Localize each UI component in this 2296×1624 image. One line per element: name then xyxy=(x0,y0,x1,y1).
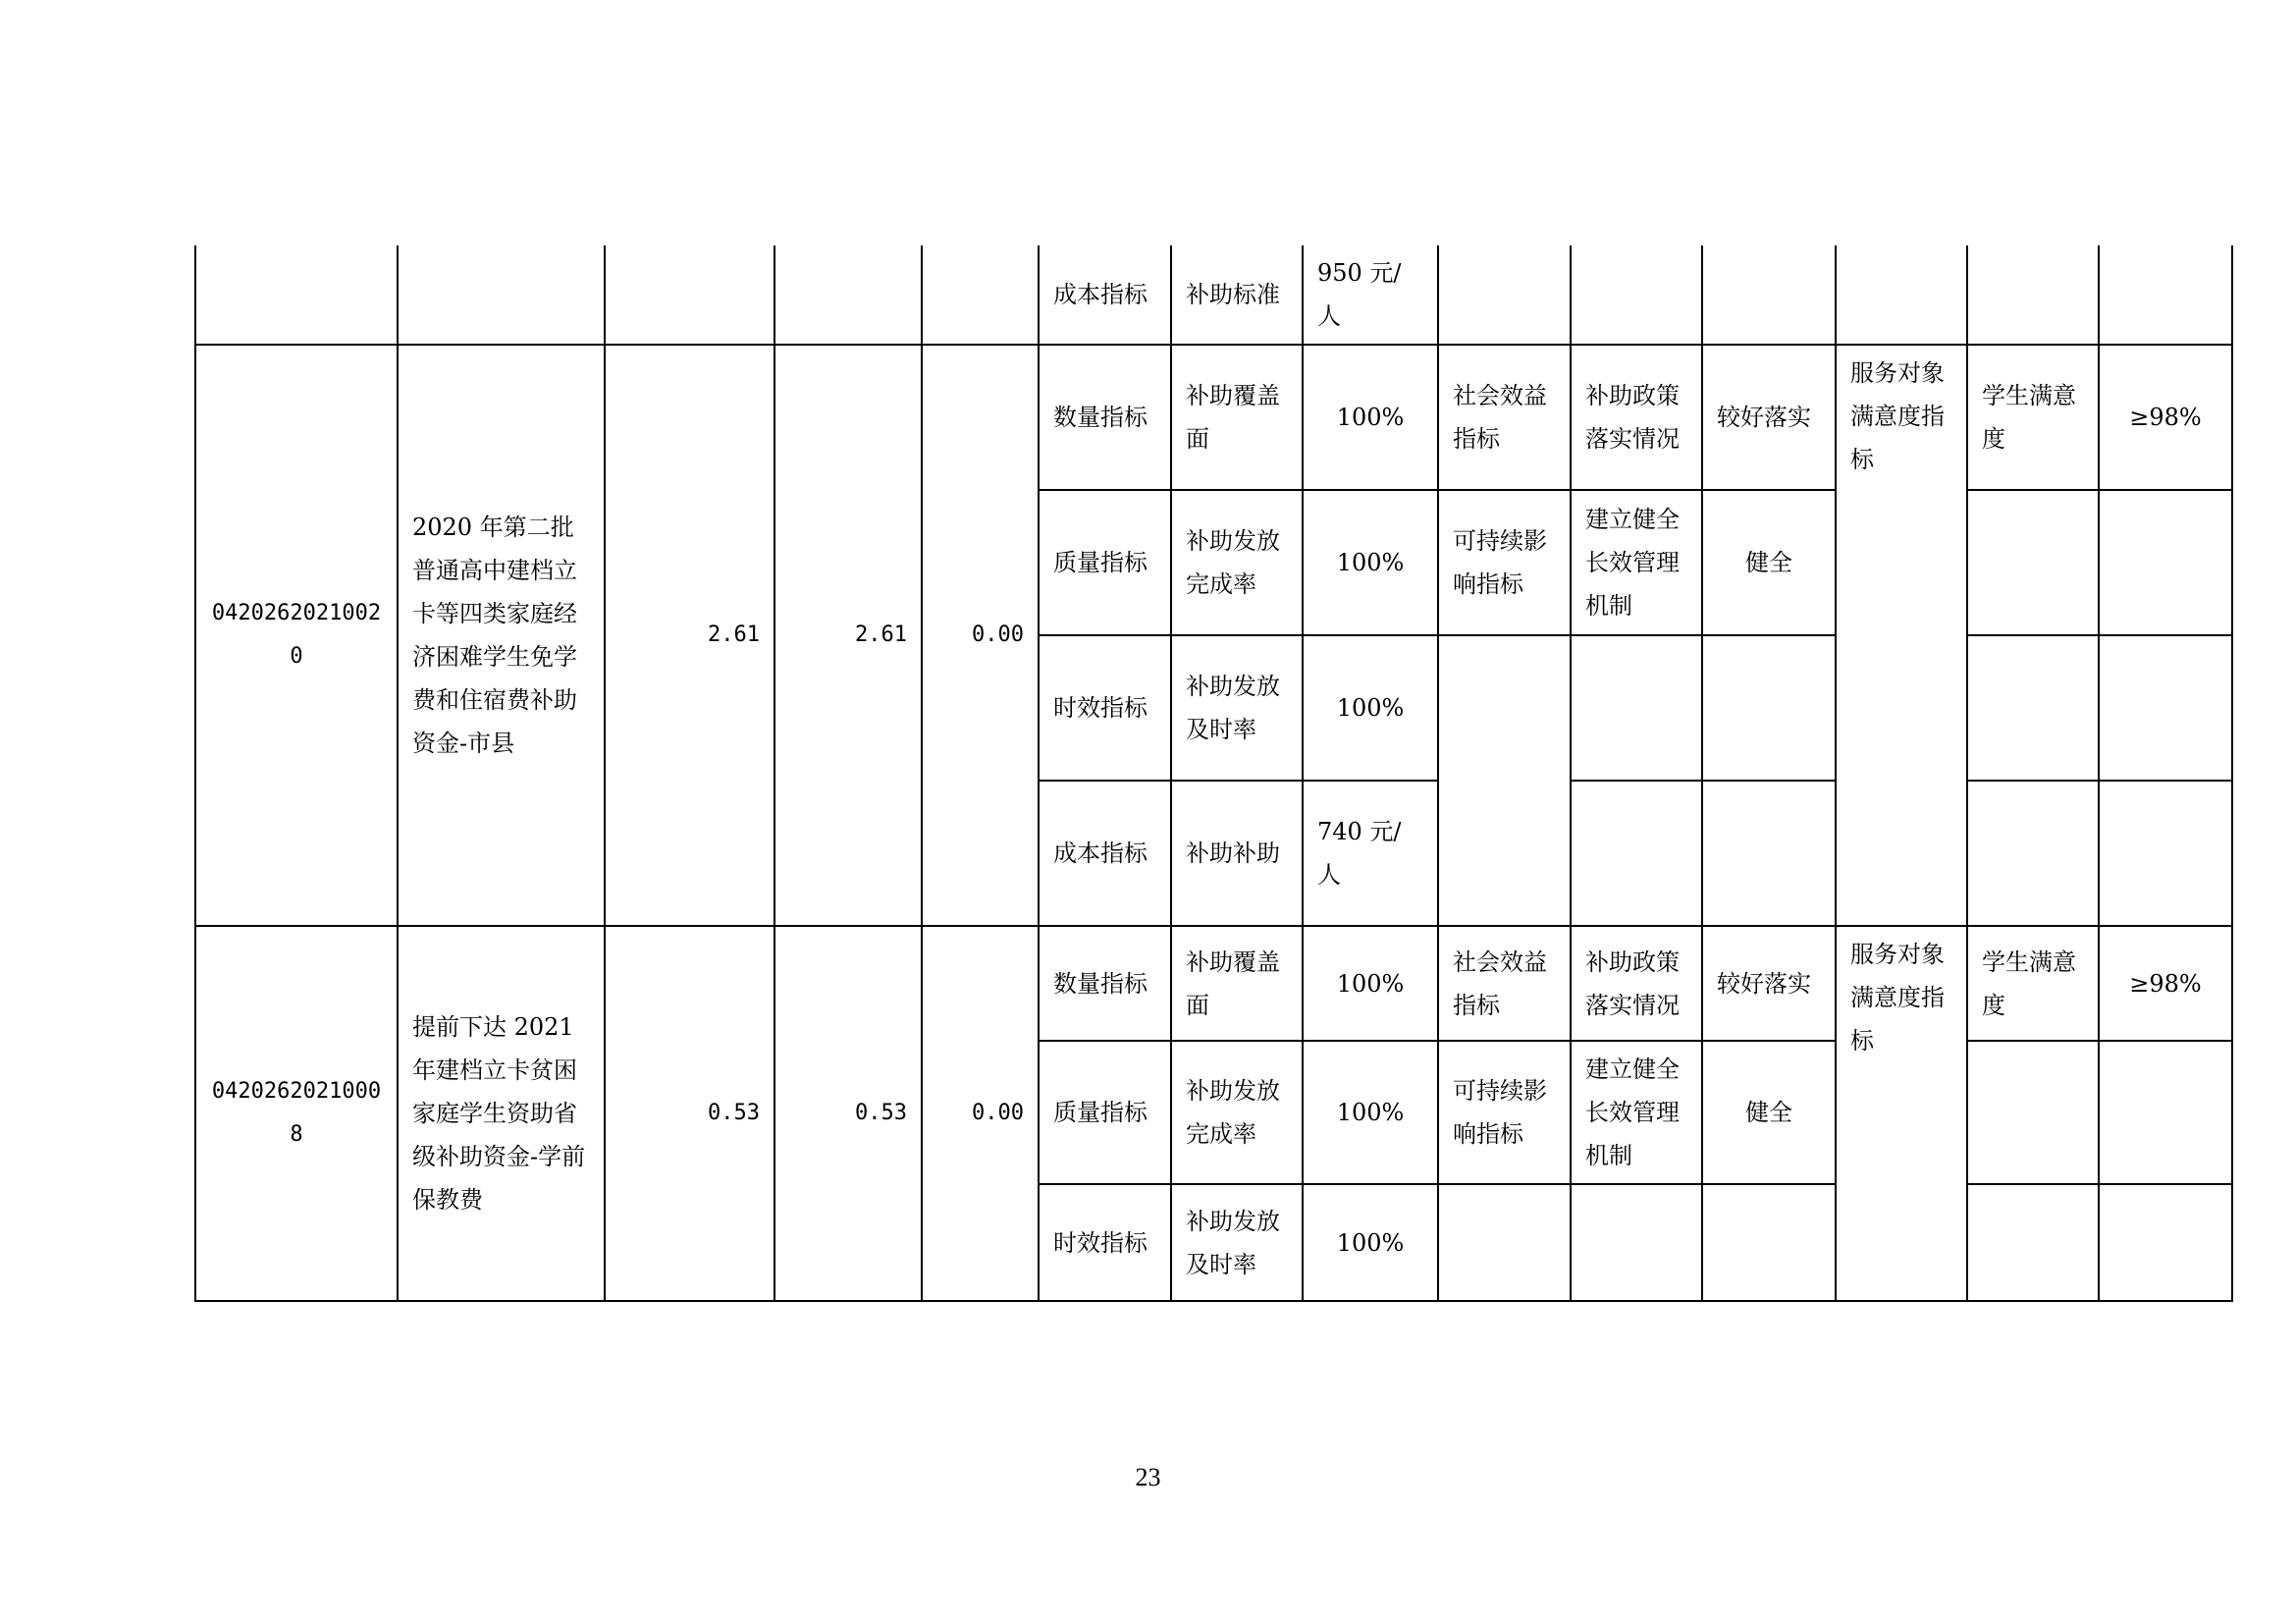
table-cell-empty xyxy=(774,245,922,345)
benefit-item-cell: 补助政策落实情况 xyxy=(1571,926,1702,1041)
table-row xyxy=(195,245,2232,345)
benefit-type-cell: 社会效益指标 xyxy=(1438,345,1571,490)
indicator-item-cell: 补助补助 xyxy=(1171,781,1303,926)
benefit-item-cell: 建立健全长效管理机制 xyxy=(1571,490,1702,635)
table-cell-empty xyxy=(1836,245,1967,345)
indicator-item-cell: 补助发放完成率 xyxy=(1171,1041,1303,1184)
indicator-type-cell: 成本指标 xyxy=(1039,245,1171,345)
project-balance-cell: 0.00 xyxy=(922,926,1039,1301)
indicator-type-cell: 数量指标 xyxy=(1039,345,1171,490)
benefit-type-cell: 社会效益指标 xyxy=(1438,926,1571,1041)
satisfaction-item-cell: 学生满意度 xyxy=(1967,926,2099,1041)
table-row xyxy=(195,926,2232,1041)
satisfaction-value-cell: ≥98% xyxy=(2099,345,2232,490)
benefit-value-cell: 较好落实 xyxy=(1702,345,1836,490)
benefit-type-cell: 可持续影响指标 xyxy=(1438,1041,1571,1184)
project-total-cell: 2.61 xyxy=(605,345,774,926)
benefit-value-cell: 较好落实 xyxy=(1702,926,1836,1041)
indicator-type-cell: 数量指标 xyxy=(1039,926,1171,1041)
table-cell-empty xyxy=(1702,635,1836,781)
benefit-item-cell: 建立健全长效管理机制 xyxy=(1571,1041,1702,1184)
table-cell-empty xyxy=(605,245,774,345)
indicator-value-cell: 100% xyxy=(1303,635,1438,781)
indicator-item-cell: 补助标准 xyxy=(1171,245,1303,345)
indicator-type-cell: 质量指标 xyxy=(1039,1041,1171,1184)
table-row xyxy=(195,345,2232,490)
table-cell-empty xyxy=(1967,1041,2099,1184)
indicator-type-cell: 质量指标 xyxy=(1039,490,1171,635)
project-amount-cell: 2.61 xyxy=(774,345,922,926)
table-cell-empty xyxy=(1571,245,1702,345)
table-cell-empty xyxy=(2099,781,2232,926)
table-cell-empty xyxy=(1967,245,2099,345)
table-cell-empty xyxy=(1967,635,2099,781)
indicator-item-cell: 补助发放完成率 xyxy=(1171,490,1303,635)
table-cell-empty xyxy=(2099,490,2232,635)
project-code-cell: 04202620210008 xyxy=(195,926,398,1301)
project-amount-cell: 0.53 xyxy=(774,926,922,1301)
indicator-value-cell: 100% xyxy=(1303,490,1438,635)
project-name-cell: 提前下达 2021 年建档立卡贫困家庭学生资助省级补助资金-学前保教费 xyxy=(398,926,605,1301)
table-cell-empty xyxy=(1438,635,1571,926)
indicator-value-cell: 950 元/人 xyxy=(1303,245,1438,345)
indicator-value-cell: 100% xyxy=(1303,1041,1438,1184)
table-cell-empty xyxy=(398,245,605,345)
project-code-cell: 04202620210020 xyxy=(195,345,398,926)
satisfaction-value-cell: ≥98% xyxy=(2099,926,2232,1041)
satisfaction-type-cell: 服务对象满意度指标 xyxy=(1836,345,1967,926)
table-cell-empty xyxy=(1571,635,1702,781)
table-cell-empty xyxy=(1702,245,1836,345)
benefit-value-cell: 健全 xyxy=(1702,1041,1836,1184)
table-cell-empty xyxy=(1702,1184,1836,1301)
indicator-value-cell: 100% xyxy=(1303,1184,1438,1301)
benefit-item-cell: 补助政策落实情况 xyxy=(1571,345,1702,490)
table-cell-empty xyxy=(2099,1184,2232,1301)
table-cell-empty xyxy=(1967,490,2099,635)
table-cell-empty xyxy=(195,245,398,345)
table-cell-empty xyxy=(1967,1184,2099,1301)
project-balance-cell: 0.00 xyxy=(922,345,1039,926)
indicator-value-cell: 740 元/人 xyxy=(1303,781,1438,926)
table-cell-empty xyxy=(2099,1041,2232,1184)
table-cell-empty xyxy=(922,245,1039,345)
satisfaction-item-cell: 学生满意度 xyxy=(1967,345,2099,490)
performance-indicator-table xyxy=(194,245,2233,1302)
table-cell-empty xyxy=(2099,245,2232,345)
project-total-cell: 0.53 xyxy=(605,926,774,1301)
indicator-item-cell: 补助发放及时率 xyxy=(1171,635,1303,781)
table-cell-empty xyxy=(1571,781,1702,926)
table-cell-empty xyxy=(1967,781,2099,926)
indicator-value-cell: 100% xyxy=(1303,345,1438,490)
page-number: 23 xyxy=(1135,1463,1161,1491)
table-cell-empty xyxy=(1438,1184,1571,1301)
benefit-value-cell: 健全 xyxy=(1702,490,1836,635)
satisfaction-type-cell: 服务对象满意度指标 xyxy=(1836,926,1967,1301)
indicator-type-cell: 时效指标 xyxy=(1039,635,1171,781)
table-cell-empty xyxy=(2099,635,2232,781)
table-cell-empty xyxy=(1571,1184,1702,1301)
indicator-value-cell: 100% xyxy=(1303,926,1438,1041)
indicator-item-cell: 补助覆盖面 xyxy=(1171,345,1303,490)
table-cell-empty xyxy=(1438,245,1571,345)
indicator-type-cell: 时效指标 xyxy=(1039,1184,1171,1301)
benefit-type-cell: 可持续影响指标 xyxy=(1438,490,1571,635)
table-cell-empty xyxy=(1702,781,1836,926)
indicator-type-cell: 成本指标 xyxy=(1039,781,1171,926)
project-name-cell: 2020 年第二批普通高中建档立卡等四类家庭经济困难学生免学费和住宿费补助资金-市县 xyxy=(398,345,605,926)
indicator-item-cell: 补助发放及时率 xyxy=(1171,1184,1303,1301)
indicator-item-cell: 补助覆盖面 xyxy=(1171,926,1303,1041)
